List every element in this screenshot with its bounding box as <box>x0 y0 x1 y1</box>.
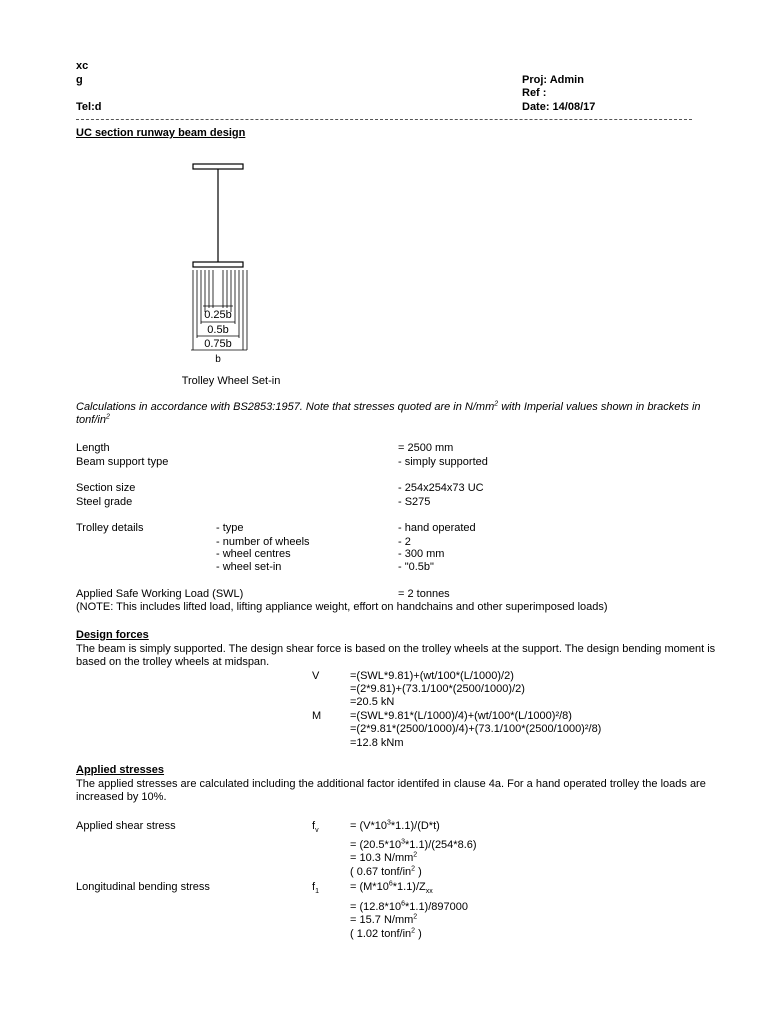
bending-stress-label: Longitudinal bending stress <box>76 881 210 893</box>
bending-stress-symbol: $f_1$ <box>312 881 319 896</box>
param-value-section: - 254x254x73 UC <box>398 482 484 494</box>
intro-paragraph: Calculations in accordance with BS2853:1957. Note that stresses quoted are in $N/mm^2$ with Imperial values shown in brackets in tonf/$in^2$ <box>76 400 701 426</box>
swl-note: (NOTE: This includes lifted load, lifting appliance weight, effort on handchains and other superimposed loads) <box>76 601 608 613</box>
shear-formula-3: =20.5 kN <box>350 696 395 708</box>
trolley-sub-type: - type <box>216 522 244 534</box>
shear-stress-label: Applied shear stress <box>76 820 176 832</box>
trolley-sub-centres: - wheel centres <box>216 548 291 560</box>
trolley-label: Trolley details <box>76 522 144 534</box>
shear-stress-imperial: ( 0.67 tonf/$in^2$ ) <box>350 865 422 878</box>
shear-stress-formula-1: = $(V*10^3*1.1)/(D*t)$ <box>350 819 440 832</box>
trolley-sub-setin: - wheel set-in <box>216 561 282 573</box>
moment-formula-2: =(2*9.81*(2500/1000)/4)+(73.1/100*(2500/1000)²/8) <box>350 723 602 735</box>
trolley-value-type: - hand operated <box>398 522 476 534</box>
param-label-grade: Steel grade <box>76 496 133 508</box>
moment-formula-1: =(SWL*9.81*(L/1000)/4)+(wt/100*(L/1000)²/8) <box>350 710 572 722</box>
trolley-value-centres: - 300 mm <box>398 548 445 560</box>
bending-stress-result: = 15.7 $N/mm^2$ <box>350 913 418 926</box>
shear-formula-1: =(SWL*9.81)+(wt/100*(L/1000)/2) <box>350 670 514 682</box>
bending-stress-imperial: ( 1.02 tonf/$in^2$ ) <box>350 927 422 940</box>
param-value-support: - simply supported <box>398 456 488 468</box>
bending-stress-formula-2: = $(12.8*10^6*1.1)/897000$ <box>350 900 468 913</box>
trolley-value-setin: - "0.5b" <box>398 561 434 573</box>
dim-label-05b: 0.5b <box>207 324 229 336</box>
page-title: UC section runway beam design <box>76 127 246 139</box>
param-value-grade: - S275 <box>398 496 431 508</box>
bending-stress-formula-1: = $(M*10^6*1.1)/Z_{xx}$ <box>350 880 433 896</box>
company-tel: Tel:d <box>76 101 102 113</box>
param-value-length: = 2500 mm <box>398 442 454 454</box>
reference-label: Ref : <box>522 87 547 99</box>
param-label-section: Section size <box>76 482 136 494</box>
dim-label-b: b <box>215 354 221 365</box>
project-label: Proj: Admin <box>522 74 584 86</box>
moment-symbol: M <box>312 710 322 722</box>
trolley-value-wheels: - 2 <box>398 536 411 548</box>
shear-stress-formula-2: = $(20.5*10^3*1.1)/(254*8.6)$ <box>350 838 477 851</box>
param-label-length: Length <box>76 442 110 454</box>
dim-label-025b: 0.25b <box>204 309 232 321</box>
param-label-support: Beam support type <box>76 456 169 468</box>
swl-value: = 2 tonnes <box>398 588 450 600</box>
dim-label-075b: 0.75b <box>204 338 232 350</box>
trolley-wheel-setin-diagram <box>170 158 300 390</box>
trolley-sub-wheels: - number of wheels <box>216 536 310 548</box>
shear-stress-symbol: $f_v$ <box>312 820 319 835</box>
moment-formula-3: =12.8 kNm <box>350 737 404 749</box>
applied-stresses-text: The applied stresses are calculated including the additional factor identifed in clause 4a. For a hand operated trolley the loads are increased by 10%. <box>76 778 706 803</box>
shear-formula-2: =(2*9.81)+(73.1/100*(2500/1000)/2) <box>350 683 525 695</box>
header-divider <box>76 119 692 120</box>
shear-stress-result: = 10.3 $N/mm^2$ <box>350 851 418 864</box>
swl-label: Applied Safe Working Load (SWL) <box>76 588 244 600</box>
company-line-1: xc <box>76 60 89 72</box>
design-forces-heading: Design forces <box>76 629 149 641</box>
applied-stresses-heading: Applied stresses <box>76 764 165 776</box>
shear-force-symbol: V <box>312 670 320 682</box>
diagram-caption: Trolley Wheel Set-in <box>181 375 281 387</box>
date-label: Date: 14/08/17 <box>522 101 596 113</box>
design-forces-text: The beam is simply supported. The design shear force is based on the trolley wheels at the support. The design bending moment is based on the trolley wheels at midspan. <box>76 643 716 668</box>
company-line-2: g <box>76 74 83 86</box>
